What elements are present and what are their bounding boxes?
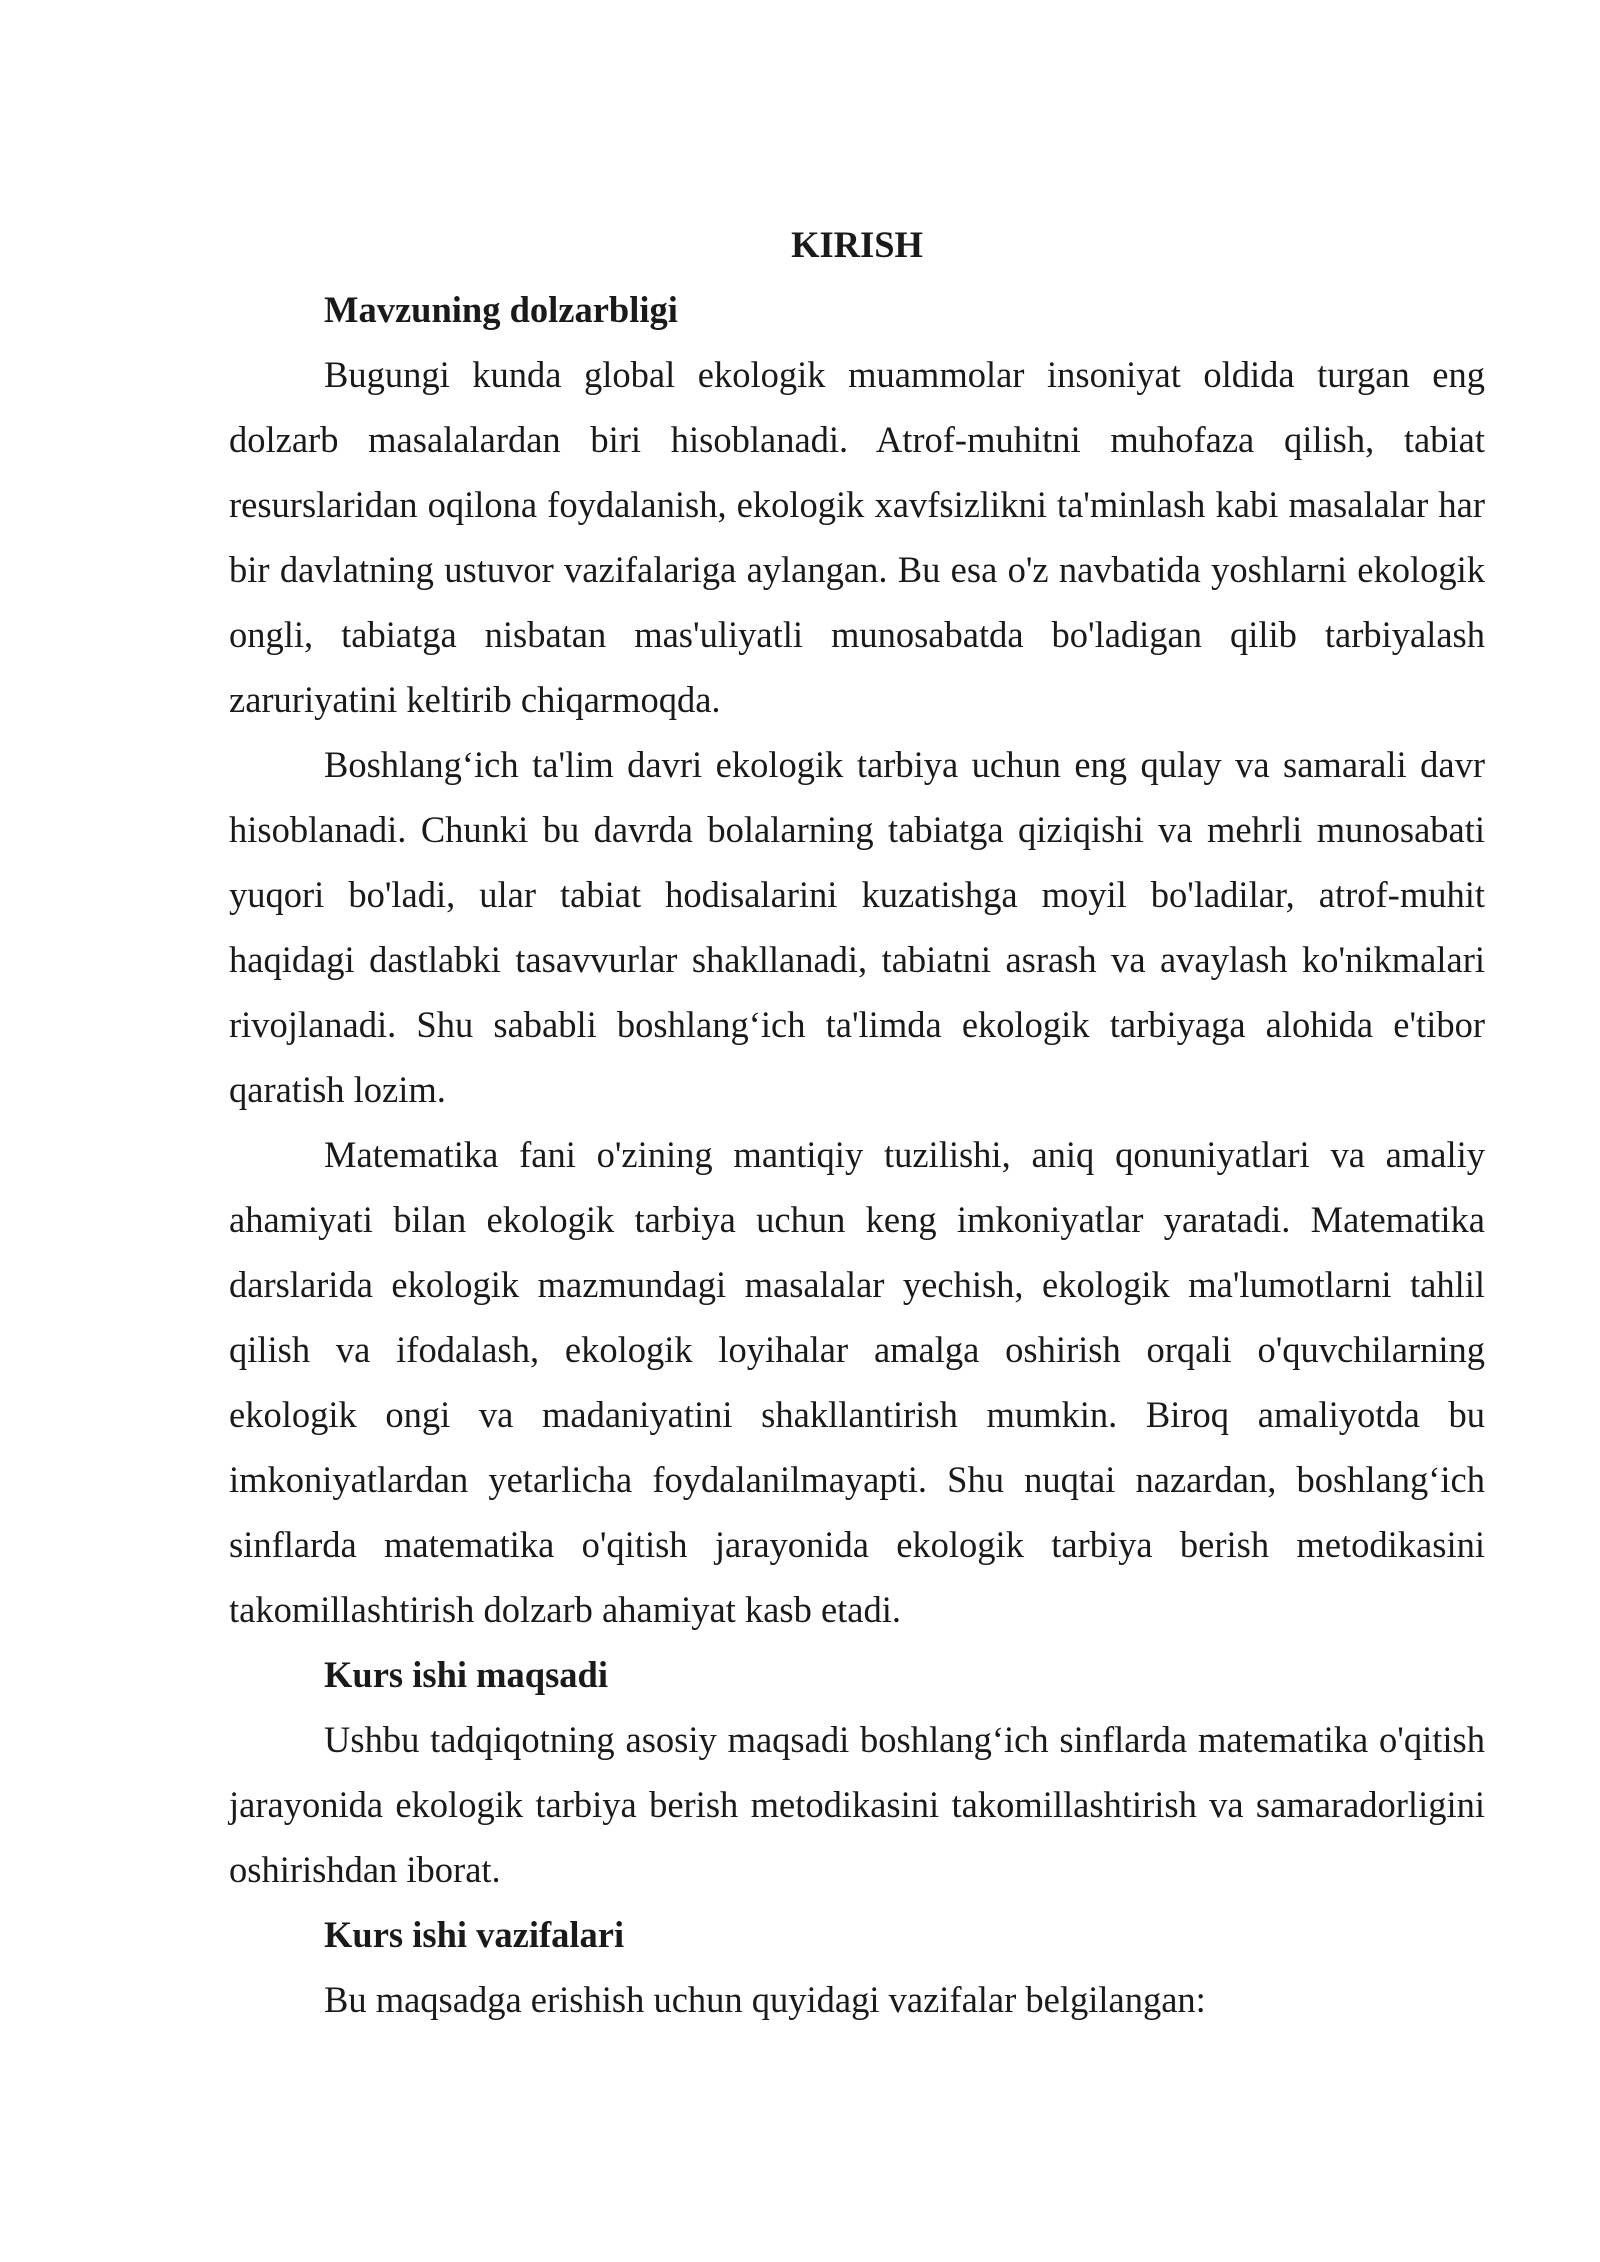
paragraph-relevance-2: Boshlang‘ich ta'lim davri ekologik tarbiya uchun eng qulay va samarali davr hisoblanadi. Chunki bu davrda bolalarning tabiatga qiziqishi va mehrli munosabati yuqori bo'ladi, ular tabiat hodisalarini kuzatishga moyil bo'ladilar, atrof-muhit haqidagi dastlabki tasavvurlar shakllanadi, tabiatni asrash va avaylash ko'nikmalari rivojlanadi. Shu sababli boshlang‘ich ta'limda ekologik tarbiyaga alohida e'tibor qaratish lozim.	[229, 744, 1485, 1110]
paragraph-tasks-intro: Bu maqsadga erishish uchun quyidagi vazifalar belgilangan:	[324, 1979, 1206, 2020]
paragraph-relevance-3: Matematika fani o'zining mantiqiy tuzilishi, aniq qonuniyatlari va amaliy ahamiyati bilan ekologik tarbiya uchun keng imkoniyatlar yaratadi. Matematika darslarida ekologik mazmundagi masalalar yechish, ekologik ma'lumotlarni tahlil qilish va ifodalash, ekologik loyihalar amalga oshirish orqali o'quvchilarning ekologik ongi va madaniyatini shakllantirish mumkin. Biroq amaliyotda bu imkoniyatlardan yetarlicha foydalanilmayapti. Shu nuqtai nazardan, boshlang‘ich sinflarda matematika o'qitish jarayonida ekologik tarbiya berish metodikasini takomillashtirish dolzarb ahamiyat kasb etadi.	[229, 1134, 1485, 1630]
paragraph-goal: Ushbu tadqiqotning asosiy maqsadi boshlang‘ich sinflarda matematika o'qitish jarayonida ekologik tarbiya berish metodikasini takomillashtirish va samaradorligini oshirishdan iborat.	[229, 1719, 1485, 1890]
page-title: KIRISH	[791, 224, 923, 265]
section-heading-relevance: Mavzuning dolzarbligi	[324, 289, 678, 330]
section-heading-goal: Kurs ishi maqsadi	[324, 1654, 608, 1695]
paragraph-relevance-1: Bugungi kunda global ekologik muammolar insoniyat oldida turgan eng dolzarb masalalardan biri hisoblanadi. Atrof-muhitni muhofaza qilish, tabiat resurslaridan oqilona foydalanish, ekologik xavfsizlikni ta'minlash kabi masalalar har bir davlatning ustuvor vazifalariga aylangan. Bu esa o'z navbatida yoshlarni ekologik ongli, tabiatga nisbatan mas'uliyatli munosabatda bo'ladigan qilib tarbiyalash zaruriyatini keltirib chiqarmoqda.	[229, 354, 1485, 720]
section-heading-tasks: Kurs ishi vazifalari	[324, 1914, 625, 1955]
document-page	[229, 212, 1485, 2032]
